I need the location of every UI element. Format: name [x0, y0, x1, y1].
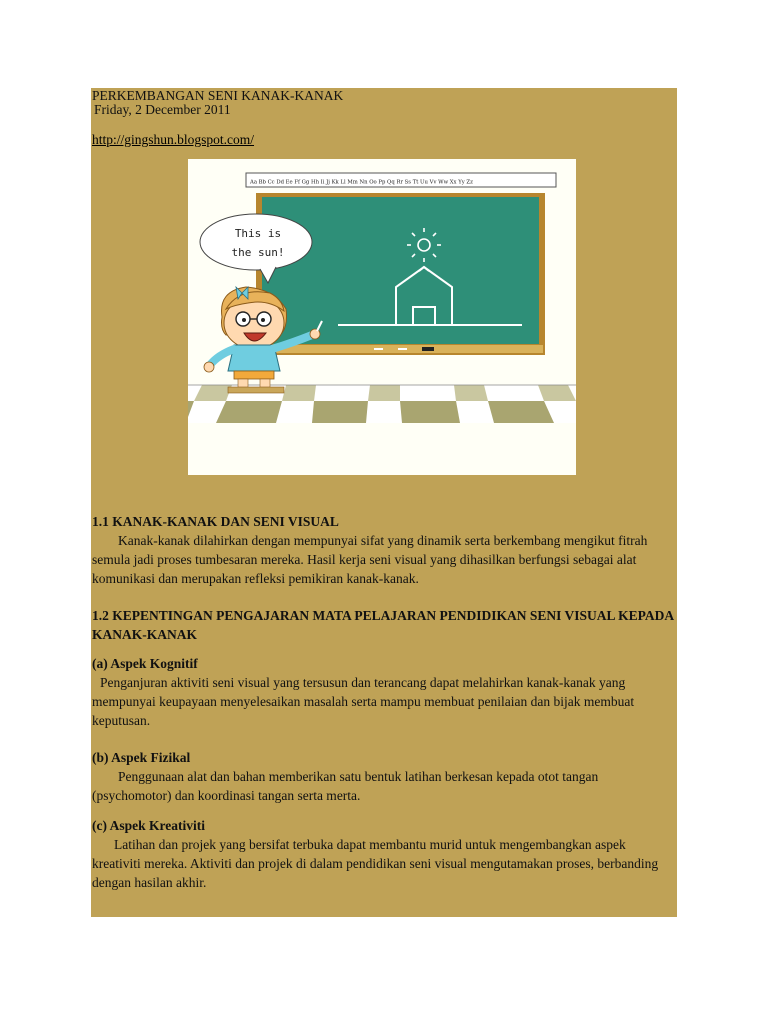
article-body: [92, 512, 677, 908]
aspect-paragraph: Penganjuran aktiviti seni visual yang tersusun dan terancang dapat melahirkan kanak-kanak yang mempunyai keupayaan menyelesaikan masalah serta mampu membuat penilaian dan bijak membuat keputusan.: [92, 675, 635, 728]
speech-bubble: [200, 214, 312, 270]
chalkboard: [262, 197, 539, 344]
section-1-2: [92, 606, 677, 644]
aspect-paragraph: Penggunaan alat dan bahan memberikan satu bentuk latihan berkesan kepada otot tangan (psychomotor) dan koordinasi tangan serta merta.: [92, 769, 599, 803]
aspect-fizikal: [92, 748, 677, 805]
document-page: [91, 88, 677, 917]
classroom-drawing: [188, 159, 576, 475]
aspect-heading: (c) Aspek Kreativiti: [92, 818, 205, 833]
aspect-kognitif: [92, 654, 677, 730]
alphabet-text: Aa Bb Cc Dd Ee Ff Gg Hh Ii Jj Kk Ll Mm Nn Oo Pp Qq Rr Ss Tt Uu Vv Ww Xx Yy Zz: [250, 179, 473, 186]
chalk-piece: [374, 348, 383, 350]
eraser: [422, 347, 434, 351]
section-heading: 1.1 KANAK-KANAK DAN SENI VISUAL: [92, 514, 339, 529]
chalk-piece: [398, 348, 407, 350]
section-heading: 1.2 KEPENTINGAN PENGAJARAN MATA PELAJARAN PENDIDIKAN SENI VISUAL KEPADA KANAK-KANAK: [92, 608, 674, 642]
section-1-1: [92, 512, 677, 588]
speech-line-1: This is: [234, 227, 282, 240]
blog-link[interactable]: http://gingshun.blogspot.com/: [92, 132, 255, 147]
aspect-heading: (a) Aspek Kognitif: [92, 656, 198, 671]
speech-line-2: the sun!: [231, 246, 285, 259]
post-date: Friday, 2 December 2011: [94, 102, 231, 117]
document-title: PERKEMBANGAN SENI KANAK-KANAK: [92, 88, 344, 103]
aspect-kreativiti: [92, 816, 677, 892]
aspect-paragraph: Latihan dan projek yang bersifat terbuka dapat membantu murid untuk mengembangkan aspek kreativiti mereka. Aktiviti dan projek di dalam pendidikan seni visual mengutamakan proses, berbanding dengan hasilan akhir.: [92, 837, 659, 890]
classroom-illustration: [188, 159, 576, 475]
section-paragraph: Kanak-kanak dilahirkan dengan mempunyai sifat yang dinamik serta berkembang mengikut fitrah semula jadi proses tumbesaran mereka. Hasil kerja seni visual yang dihasilkan berfungsi sebagai alat komunikasi dan merupakan refleksi pemikiran kanak-kanak.: [92, 533, 648, 586]
aspect-heading: (b) Aspek Fizikal: [92, 750, 191, 765]
